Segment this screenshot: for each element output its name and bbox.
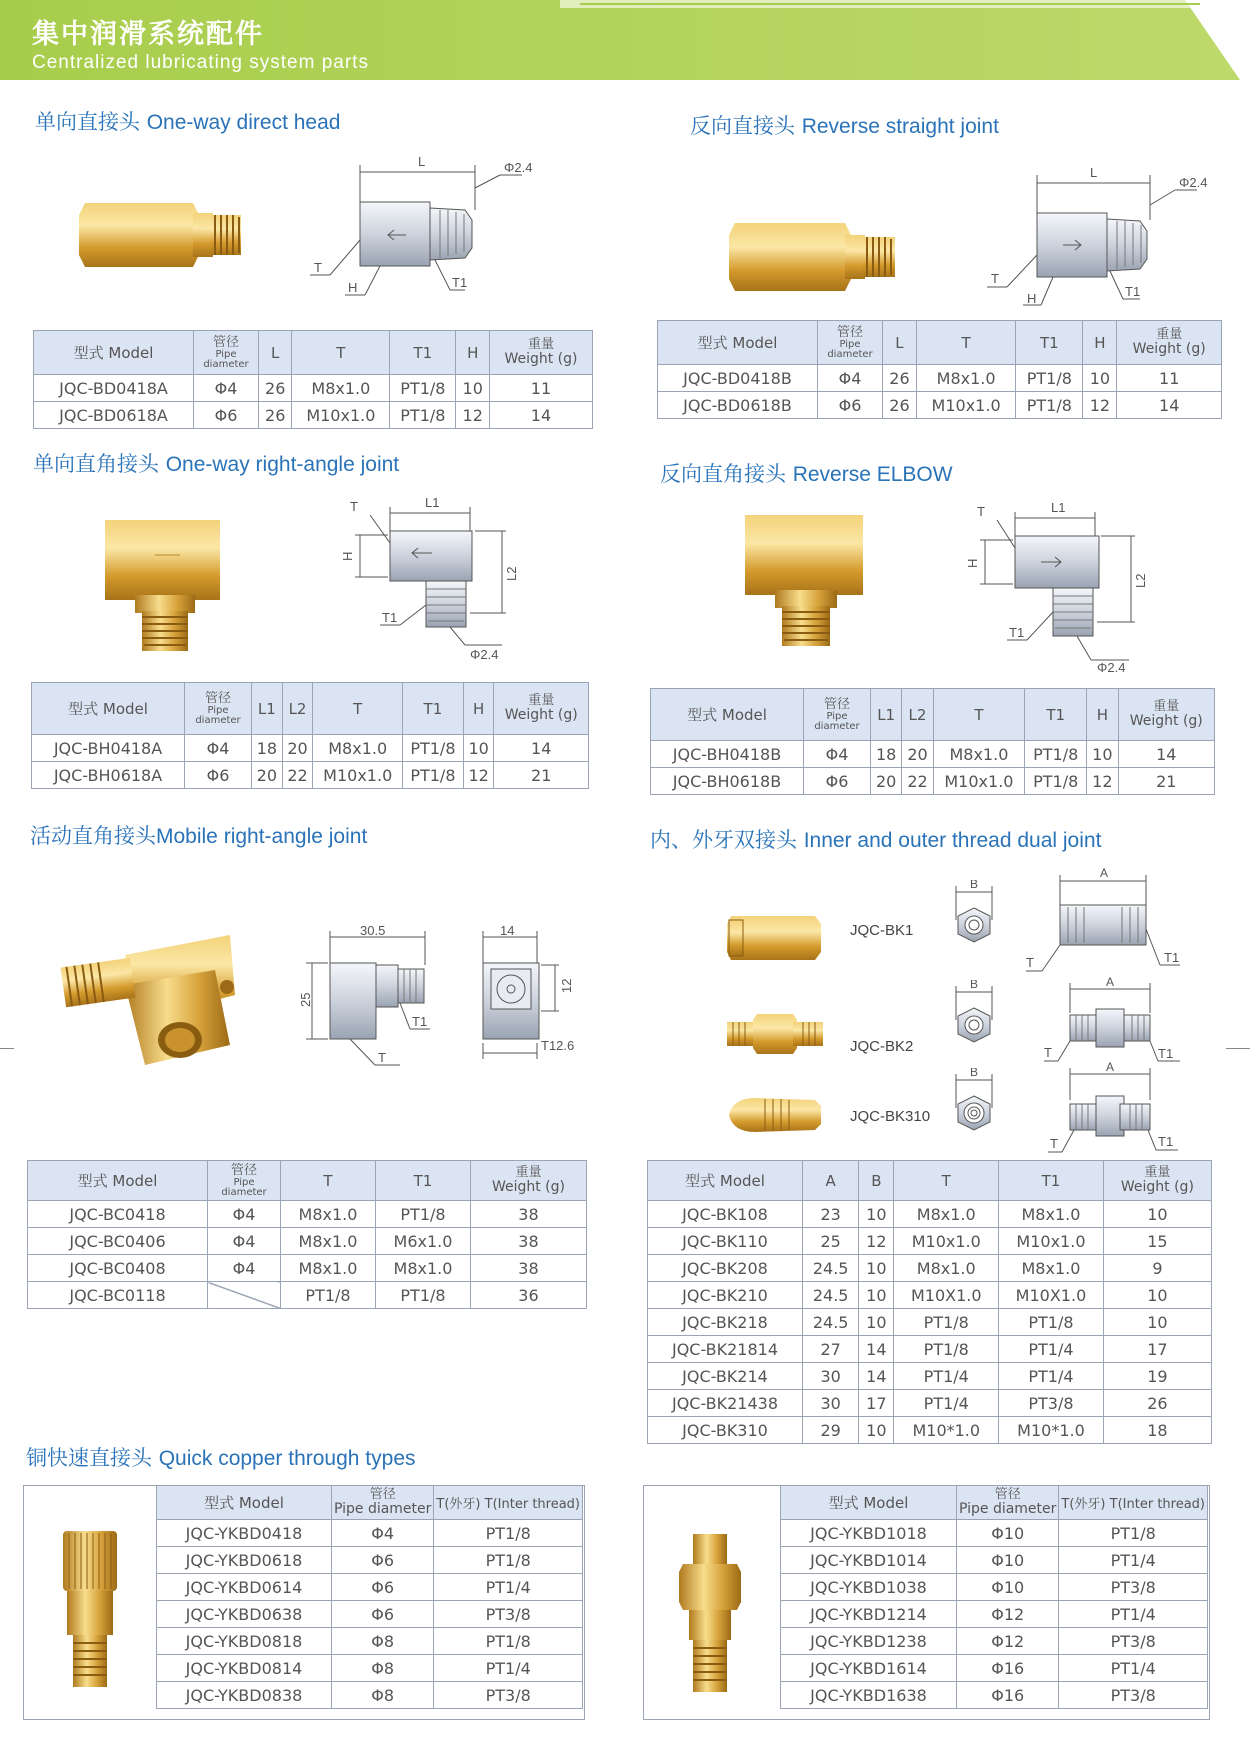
spec-cell: 9	[1103, 1255, 1211, 1282]
bk310-label: JQC-BK310	[850, 1108, 931, 1125]
table-bd-a: 型式 Model 管径 Pipe diameter L T T1 H 重量 Weight (g) JQC-BD0418A Φ4 26 M8x1.0 PT1/8 10 11 JQC-BD0618A Φ6 26 M10x1.0 PT1/8 12 14	[33, 330, 593, 429]
spec-cell: M8x1.0	[933, 741, 1025, 768]
table-row	[648, 1336, 1212, 1363]
section-title-bc: 活动直角接头Mobile right-angle joint	[30, 824, 368, 848]
label-H: H	[1027, 291, 1037, 306]
model-cell: JQC-YKBD0818	[157, 1628, 332, 1655]
section-title-bd-a: 单向直接头 One-way direct head	[35, 110, 341, 134]
label-L2: L2	[1133, 573, 1148, 588]
bc-drawing-side	[290, 925, 470, 1075]
spec-cell: 10	[1103, 1309, 1211, 1336]
model-cell: JQC-BK210	[648, 1282, 803, 1309]
table-row	[157, 1520, 583, 1547]
table-row	[648, 1390, 1212, 1417]
model-cell: JQC-BK110	[648, 1228, 803, 1255]
spec-cell: M10x1.0	[292, 402, 390, 429]
label-T1: T1	[1158, 1134, 1174, 1149]
label-phi: Φ2.4	[504, 160, 533, 175]
crop-mark	[1226, 1048, 1250, 1049]
spec-cell: PT1/8	[1025, 768, 1087, 795]
bk2-end-view	[952, 980, 996, 1060]
table-row	[28, 1201, 587, 1228]
spec-cell: PT1/8	[375, 1201, 470, 1228]
label-A: A	[1106, 975, 1115, 989]
label-B: B	[970, 1068, 979, 1079]
spec-cell: M8x1.0	[281, 1255, 376, 1282]
spec-cell: 24.5	[803, 1282, 859, 1309]
spec-cell: 11	[489, 375, 592, 402]
spec-cell: 14	[494, 735, 589, 762]
spec-cell: PT1/8	[434, 1628, 583, 1655]
model-cell: JQC-BK310	[648, 1417, 803, 1444]
spec-cell: 10	[456, 375, 489, 402]
spec-cell: 19	[1103, 1363, 1211, 1390]
table-bk: 型式 Model A B T T1 重量 Weight (g) JQC-BK108 23 10 M8x1.0 M8x1.0 10 JQC-BK110 25 12 M10x1.0 M10x1.0 15 JQC-BK208 24.5 10 M8x1.0 M8x1.0 9 JQC-BK210 24.5 10 M10X1.0 M10X1.0 10 JQC-BK218 24.5 10 PT1/8 PT1/8 10 JQC-BK21814 27 14 PT1/8 PT1/4 17 JQC-BK214 30 14 PT1/4 PT1/4 19 JQC-BK21438 30 17 PT1/4 PT3/8 26 JQC-BK310 29 10 M10*1.0 M10*1.0 18	[647, 1160, 1212, 1444]
table-row	[781, 1520, 1208, 1547]
model-cell: JQC-BH0618B	[651, 768, 804, 795]
spec-cell: PT1/4	[999, 1363, 1104, 1390]
spec-cell: Φ4	[194, 375, 259, 402]
model-cell: JQC-BD0618B	[658, 392, 818, 419]
table-row	[781, 1628, 1208, 1655]
spec-cell: PT3/8	[434, 1601, 583, 1628]
ykbd-a-photo	[55, 1525, 125, 1695]
spec-cell: 26	[883, 365, 917, 392]
bk310-photo	[725, 0, 825, 50]
section-title-bh-a: 单向直角接头 One-way right-angle joint	[33, 452, 400, 476]
spec-cell: 10	[859, 1201, 894, 1228]
spec-cell: PT1/4	[894, 1390, 999, 1417]
model-cell: JQC-YKBD1638	[781, 1682, 957, 1709]
table-ykbd-b: 型式 Model 管径 Pipe diameter T(外牙) T(Inter thread) JQC-YKBD1018 Φ10 PT1/8 JQC-YKBD1014 Φ10 PT1/4 JQC-YKBD1038 Φ10 PT3/8 JQC-YKBD1214 Φ12 PT1/4 JQC-YKBD1238 Φ12 PT3/8 JQC-YKBD1614 Φ16 PT1/4 JQC-YKBD1638 Φ16 PT3/8	[780, 1485, 1208, 1709]
spec-cell: PT3/8	[999, 1390, 1104, 1417]
table-row	[32, 735, 589, 762]
spec-cell: M10*1.0	[894, 1417, 999, 1444]
spec-cell: M10x1.0	[916, 392, 1015, 419]
spec-cell: 22	[902, 768, 933, 795]
spec-cell: M6x1.0	[375, 1228, 470, 1255]
label-T1: T1	[452, 275, 468, 290]
model-cell: JQC-BC0408	[28, 1255, 208, 1282]
spec-cell: M10x1.0	[313, 762, 403, 789]
label-T1: T1	[412, 1014, 428, 1029]
model-cell: JQC-BH0418A	[32, 735, 185, 762]
label-A: A	[1106, 1060, 1115, 1074]
spec-cell: PT1/4	[1059, 1547, 1208, 1574]
table-ykbd-a: 型式 Model 管径 Pipe diameter T(外牙) T(Inter thread) JQC-YKBD0418 Φ4 PT1/8 JQC-YKBD0618 Φ6 PT1/8 JQC-YKBD0614 Φ6 PT1/4 JQC-YKBD0638 Φ6 PT3/8 JQC-YKBD0818 Φ8 PT1/8 JQC-YKBD0814 Φ8 PT1/4 JQC-YKBD0838 Φ8 PT3/8	[156, 1485, 583, 1709]
spec-cell: Φ12	[956, 1601, 1058, 1628]
model-cell: JQC-YKBD0814	[157, 1655, 332, 1682]
page-title: 集中润滑系统配件	[32, 19, 264, 50]
spec-cell: PT1/4	[1059, 1655, 1208, 1682]
label-T: T	[378, 1050, 386, 1065]
bc-drawing-front	[465, 925, 605, 1080]
label-T: T	[977, 504, 985, 519]
ykbd-b-photo	[675, 1530, 745, 1700]
label-d12: 12	[559, 978, 574, 993]
label-d14: 14	[500, 925, 515, 938]
spec-cell: 30	[803, 1390, 859, 1417]
spec-cell: 14	[1117, 392, 1222, 419]
table-row	[28, 1255, 587, 1282]
section-title-ykbd: 铜快速直接头 Quick copper through types	[26, 1446, 416, 1470]
spec-cell: Φ8	[331, 1682, 433, 1709]
spec-cell: PT1/8	[1016, 392, 1083, 419]
spec-cell: 17	[1103, 1336, 1211, 1363]
model-cell: JQC-BK208	[648, 1255, 803, 1282]
model-cell: JQC-BK21438	[648, 1390, 803, 1417]
spec-cell: Φ8	[331, 1655, 433, 1682]
spec-cell: Φ10	[956, 1547, 1058, 1574]
model-cell: JQC-YKBD1238	[781, 1628, 957, 1655]
spec-cell: 20	[871, 768, 902, 795]
bc-photo	[55, 925, 245, 1080]
spec-cell: Φ6	[185, 762, 252, 789]
bk2-label: JQC-BK2	[850, 1038, 914, 1055]
spec-cell: 20	[282, 735, 313, 762]
label-T: T	[314, 260, 322, 275]
spec-cell: PT3/8	[1059, 1574, 1208, 1601]
spec-cell: 26	[883, 392, 917, 419]
model-cell: JQC-BD0418B	[658, 365, 818, 392]
bk2-photo	[725, 1010, 825, 1058]
spec-cell: PT1/4	[434, 1574, 583, 1601]
table-row	[648, 1228, 1212, 1255]
spec-cell: PT1/4	[999, 1336, 1104, 1363]
label-T1: T1	[1009, 625, 1025, 640]
spec-cell: 25	[803, 1228, 859, 1255]
model-cell: JQC-BK108	[648, 1201, 803, 1228]
label-A: A	[1100, 866, 1109, 880]
model-cell: JQC-YKBD0614	[157, 1574, 332, 1601]
spec-cell: 36	[470, 1282, 586, 1309]
table-row	[781, 1547, 1208, 1574]
label-T1: T1	[1164, 950, 1180, 965]
spec-cell: 18	[1103, 1417, 1211, 1444]
spec-cell: 38	[470, 1201, 586, 1228]
spec-cell: Φ6	[331, 1574, 433, 1601]
bh-a-photo	[100, 515, 230, 660]
spec-cell: Φ4	[208, 1228, 281, 1255]
label-d305: 30.5	[360, 925, 386, 938]
spec-cell: PT1/8	[403, 735, 464, 762]
spec-cell: Φ16	[956, 1655, 1058, 1682]
spec-cell: 10	[1087, 741, 1118, 768]
spec-cell: 15	[1103, 1228, 1211, 1255]
spec-cell: 26	[1103, 1390, 1211, 1417]
bd-a-photo	[75, 195, 255, 275]
label-H: H	[965, 558, 980, 568]
spec-cell: M8x1.0	[999, 1201, 1104, 1228]
spec-cell: 18	[871, 741, 902, 768]
spec-cell: 30	[803, 1363, 859, 1390]
spec-cell: 10	[1083, 365, 1117, 392]
model-cell: JQC-BC0418	[28, 1201, 208, 1228]
table-row	[34, 375, 593, 402]
spec-cell: PT1/4	[434, 1655, 583, 1682]
bk1-label: JQC-BK1	[850, 922, 914, 939]
table-row	[648, 1201, 1212, 1228]
label-B: B	[970, 980, 979, 991]
table-row	[157, 1682, 583, 1709]
table-row	[157, 1628, 583, 1655]
bd-b-drawing	[975, 165, 1235, 315]
spec-cell: M8x1.0	[281, 1228, 376, 1255]
spec-cell: 10	[859, 1282, 894, 1309]
model-cell: JQC-YKBD1018	[781, 1520, 957, 1547]
table-row	[781, 1601, 1208, 1628]
model-cell: JQC-YKBD0638	[157, 1601, 332, 1628]
spec-cell: PT1/4	[894, 1363, 999, 1390]
spec-cell: 10	[859, 1417, 894, 1444]
label-T1: T1	[382, 610, 398, 625]
spec-cell: 24.5	[803, 1255, 859, 1282]
table-row	[157, 1547, 583, 1574]
spec-cell: 12	[463, 762, 494, 789]
spec-cell: 14	[489, 402, 592, 429]
model-cell: JQC-BK21814	[648, 1336, 803, 1363]
table-row	[658, 365, 1222, 392]
spec-cell: Φ6	[194, 402, 259, 429]
table-bc: 型式 Model 管径 Pipe diameter T T1 重量 Weight (g) JQC-BC0418 Φ4 M8x1.0 PT1/8 38 JQC-BC0406 Φ4 M8x1.0 M6x1.0 38 JQC-BC0408 Φ4 M8x1.0 M8x1.0 38 JQC-BC0118 PT1/8 PT1/8 36	[27, 1160, 587, 1309]
spec-cell: 10	[1103, 1201, 1211, 1228]
spec-cell: PT1/8	[434, 1520, 583, 1547]
spec-cell: M8x1.0	[916, 365, 1015, 392]
spec-cell: 11	[1117, 365, 1222, 392]
table-row	[658, 392, 1222, 419]
spec-cell: PT3/8	[1059, 1682, 1208, 1709]
table-row	[34, 402, 593, 429]
spec-cell: Φ10	[956, 1520, 1058, 1547]
label-L2: L2	[504, 566, 519, 581]
spec-cell: 38	[470, 1255, 586, 1282]
table-bd-b: 型式 Model 管径 Pipe diameter L T T1 H 重量 Weight (g) JQC-BD0418B Φ4 26 M8x1.0 PT1/8 10 11 JQC-BD0618B Φ6 26 M10x1.0 PT1/8 12 14	[657, 320, 1222, 419]
spec-cell: M8x1.0	[894, 1255, 999, 1282]
bd-a-drawing	[300, 150, 560, 300]
spec-cell: Φ4	[208, 1255, 281, 1282]
model-cell: JQC-YKBD1014	[781, 1547, 957, 1574]
spec-cell: Φ6	[331, 1547, 433, 1574]
label-L: L	[1090, 165, 1098, 180]
spec-cell: 12	[456, 402, 489, 429]
model-cell: JQC-BC0406	[28, 1228, 208, 1255]
table-row	[648, 1417, 1212, 1444]
label-H: H	[348, 280, 358, 295]
spec-cell: M10*1.0	[999, 1417, 1104, 1444]
section-title-bd-b: 反向直接头 Reverse straight joint	[690, 114, 999, 138]
model-cell: JQC-BK218	[648, 1309, 803, 1336]
spec-cell: 29	[803, 1417, 859, 1444]
label-phi: Φ2.4	[1097, 660, 1126, 675]
bk1-side-view	[1020, 865, 1200, 980]
spec-cell: M10X1.0	[999, 1282, 1104, 1309]
spec-cell: 10	[859, 1309, 894, 1336]
table-bh-a: 型式 Model 管径 Pipe diameter L1 L2 T T1 H 重量 Weight (g) JQC-BH0418A Φ4 18 20 M8x1.0 PT1/8 10 14 JQC-BH0618A Φ6 20 22 M10x1.0 PT1/8 12 21	[31, 682, 589, 789]
spec-cell: 26	[259, 375, 292, 402]
spec-cell: 10	[1103, 1282, 1211, 1309]
model-cell: JQC-YKBD0838	[157, 1682, 332, 1709]
spec-cell: 23	[803, 1201, 859, 1228]
spec-cell: 17	[859, 1390, 894, 1417]
spec-cell: 22	[282, 762, 313, 789]
table-row	[157, 1655, 583, 1682]
bk1-photo	[725, 910, 825, 966]
label-L: L	[418, 154, 426, 169]
model-cell: JQC-BD0418A	[34, 375, 194, 402]
model-cell: JQC-YKBD1214	[781, 1601, 957, 1628]
table-row	[651, 768, 1215, 795]
spec-cell: PT1/8	[434, 1547, 583, 1574]
table-row	[157, 1601, 583, 1628]
spec-cell: M8x1.0	[292, 375, 390, 402]
label-T: T	[991, 271, 999, 286]
spec-cell: Φ8	[331, 1628, 433, 1655]
table-row	[648, 1363, 1212, 1390]
label-t126: T12.6	[541, 1038, 575, 1053]
label-H: H	[340, 551, 355, 561]
spec-cell: PT1/8	[1059, 1520, 1208, 1547]
spec-cell: Φ4	[208, 1201, 281, 1228]
spec-cell: M8x1.0	[375, 1255, 470, 1282]
spec-cell: PT1/8	[390, 402, 456, 429]
spec-cell: PT3/8	[1059, 1628, 1208, 1655]
model-cell: JQC-YKBD1038	[781, 1574, 957, 1601]
spec-cell: 27	[803, 1336, 859, 1363]
table-row	[648, 1282, 1212, 1309]
spec-cell: 12	[1083, 392, 1117, 419]
page-subtitle: Centralized lubricating system parts	[32, 52, 369, 73]
bd-b-photo	[725, 215, 910, 300]
spec-cell: M10x1.0	[894, 1228, 999, 1255]
spec-cell: M10x1.0	[999, 1228, 1104, 1255]
spec-cell: PT1/4	[1059, 1601, 1208, 1628]
table-row	[651, 741, 1215, 768]
label-phi: Φ2.4	[1179, 175, 1208, 190]
spec-cell: M8x1.0	[281, 1201, 376, 1228]
label-L1: L1	[425, 495, 440, 510]
spec-cell: 14	[859, 1336, 894, 1363]
table-row	[157, 1574, 583, 1601]
table-row	[28, 1282, 587, 1309]
label-B: B	[970, 880, 979, 891]
spec-cell: PT1/8	[894, 1309, 999, 1336]
bk310-end-view	[952, 1068, 996, 1148]
spec-cell: Φ4	[804, 741, 871, 768]
spec-cell: PT3/8	[434, 1682, 583, 1709]
table-row	[648, 1255, 1212, 1282]
model-cell: JQC-BH0618A	[32, 762, 185, 789]
spec-cell: 20	[252, 762, 283, 789]
label-T: T	[1044, 1045, 1052, 1060]
spec-cell: 24.5	[803, 1309, 859, 1336]
bk1-end-view	[952, 880, 996, 960]
spec-cell: Φ4	[818, 365, 883, 392]
spec-cell: PT1/8	[375, 1282, 470, 1309]
spec-cell: 38	[470, 1228, 586, 1255]
spec-cell: 12	[1087, 768, 1118, 795]
spec-cell: Φ6	[331, 1601, 433, 1628]
spec-cell: 12	[859, 1228, 894, 1255]
table-row	[648, 1309, 1212, 1336]
spec-cell	[208, 1282, 281, 1309]
spec-cell: PT1/8	[999, 1309, 1104, 1336]
label-d25: 25	[298, 992, 313, 1007]
model-cell: JQC-YKBD0418	[157, 1520, 332, 1547]
bh-a-drawing	[330, 495, 530, 665]
spec-cell: Φ4	[185, 735, 252, 762]
bh-b-photo	[740, 510, 875, 655]
bk310-photo-shape	[725, 1090, 825, 1140]
label-T: T	[1026, 955, 1034, 970]
model-cell: JQC-YKBD0618	[157, 1547, 332, 1574]
spec-cell: PT1/8	[403, 762, 464, 789]
spec-cell: Φ16	[956, 1682, 1058, 1709]
label-T: T	[350, 499, 358, 514]
spec-cell: Φ6	[804, 768, 871, 795]
spec-cell: PT1/8	[281, 1282, 376, 1309]
bh-b-drawing	[955, 500, 1155, 675]
spec-cell: M10x1.0	[933, 768, 1025, 795]
table-row	[28, 1228, 587, 1255]
model-cell: JQC-YKBD1614	[781, 1655, 957, 1682]
spec-cell: 26	[259, 402, 292, 429]
label-T: T	[1050, 1136, 1058, 1151]
spec-cell: 10	[859, 1255, 894, 1282]
spec-cell: PT1/8	[1025, 741, 1087, 768]
spec-cell: Φ4	[331, 1520, 433, 1547]
table-bh-b: 型式 Model 管径 Pipe diameter L1 L2 T T1 H 重量 Weight (g) JQC-BH0418B Φ4 18 20 M8x1.0 PT1/8 10 14 JQC-BH0618B Φ6 20 22 M10x1.0 PT1/8 12 21	[650, 688, 1215, 795]
crop-mark	[0, 1048, 14, 1049]
model-cell: JQC-BH0418B	[651, 741, 804, 768]
spec-cell: Φ12	[956, 1628, 1058, 1655]
table-row	[781, 1655, 1208, 1682]
spec-cell: PT1/8	[1016, 365, 1083, 392]
section-title-bk: 内、外牙双接头 Inner and outer thread dual joint	[650, 828, 1102, 852]
table-row	[781, 1574, 1208, 1601]
spec-cell: M10X1.0	[894, 1282, 999, 1309]
spec-cell: 21	[1118, 768, 1215, 795]
model-cell: JQC-BD0618A	[34, 402, 194, 429]
table-row	[32, 762, 589, 789]
label-phi: Φ2.4	[470, 647, 499, 662]
spec-cell: 21	[494, 762, 589, 789]
spec-cell: PT1/8	[894, 1336, 999, 1363]
label-T1: T1	[1125, 284, 1141, 299]
bk310-side-view	[1040, 1060, 1200, 1160]
spec-cell: M8x1.0	[999, 1255, 1104, 1282]
label-T1: T1	[1158, 1046, 1174, 1061]
spec-cell: 18	[252, 735, 283, 762]
table-row	[781, 1682, 1208, 1709]
spec-cell: M8x1.0	[313, 735, 403, 762]
bk2-side-view	[1040, 975, 1200, 1070]
model-cell: JQC-BK214	[648, 1363, 803, 1390]
spec-cell: 14	[1118, 741, 1215, 768]
section-title-bh-b: 反向直角接头 Reverse ELBOW	[660, 462, 953, 486]
spec-cell: 20	[902, 741, 933, 768]
spec-cell: Φ6	[818, 392, 883, 419]
spec-cell: PT1/8	[390, 375, 456, 402]
spec-cell: 10	[463, 735, 494, 762]
spec-cell: 14	[859, 1363, 894, 1390]
spec-cell: M8x1.0	[894, 1201, 999, 1228]
model-cell: JQC-BC0118	[28, 1282, 208, 1309]
label-L1: L1	[1051, 500, 1066, 515]
spec-cell: Φ10	[956, 1574, 1058, 1601]
